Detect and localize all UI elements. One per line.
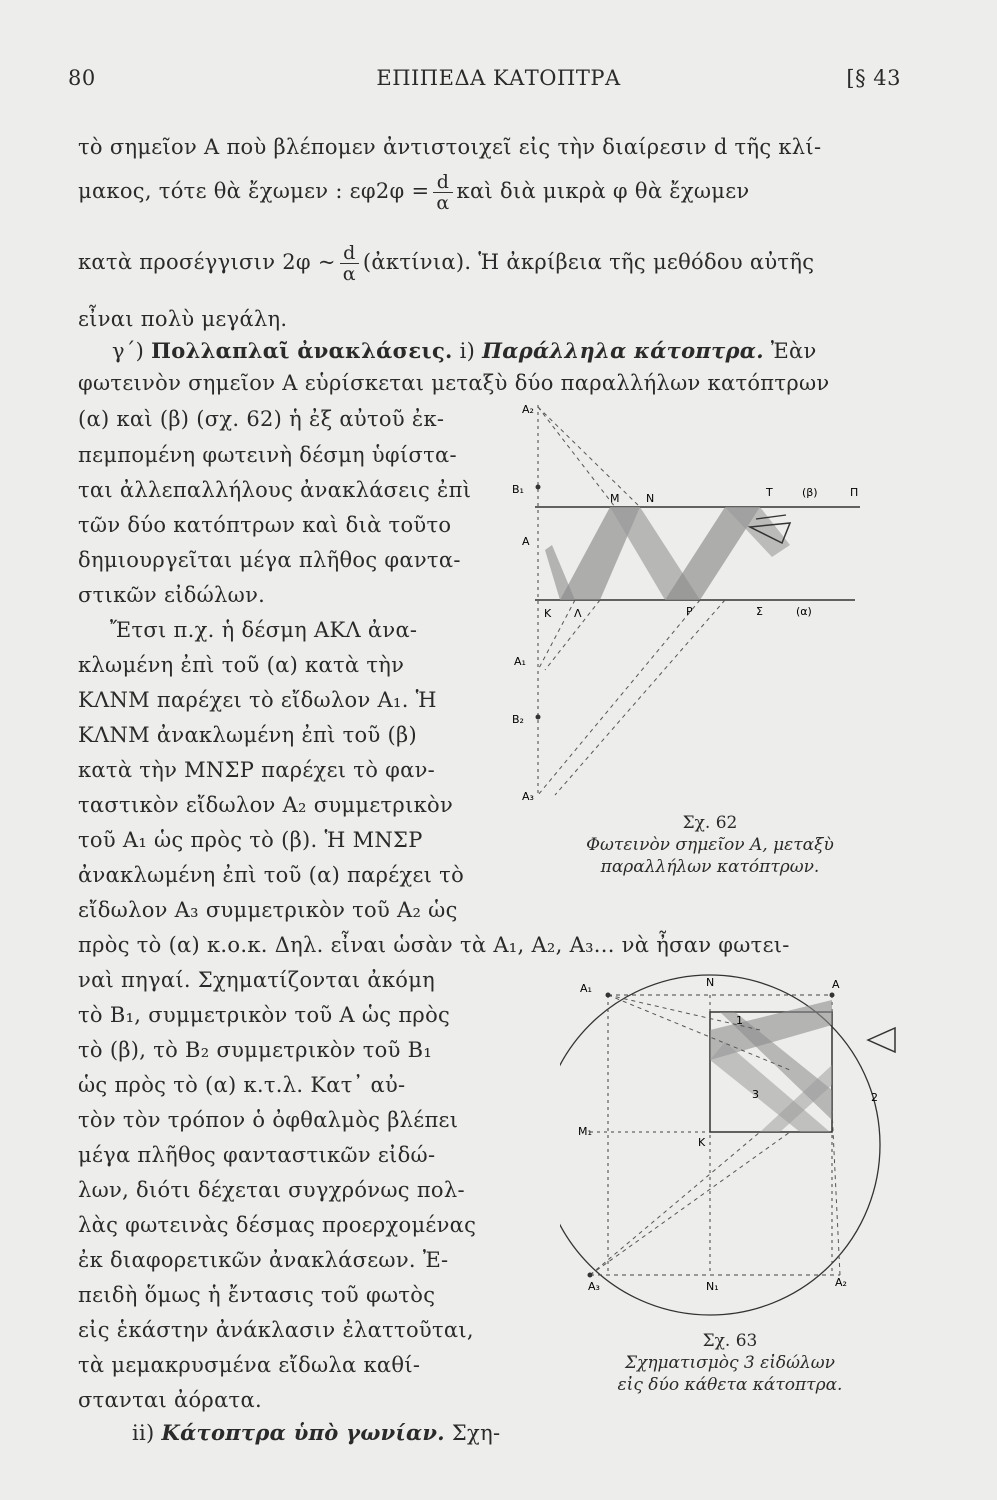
item-label: i): [459, 339, 476, 363]
label-b2: B₂: [512, 713, 524, 726]
dashed-line-a3: [538, 600, 700, 795]
figure-62-parallel-mirrors: [500, 395, 880, 815]
point-a3: [588, 1273, 593, 1278]
label-n1: N₁: [706, 1280, 719, 1293]
figure-63-caption-line-2: εἰς δύο κάθετα κάτοπτρα.: [617, 1375, 843, 1395]
label-k: K: [544, 607, 552, 620]
label-beam-3: 3: [752, 1088, 759, 1101]
figure-63-caption: [570, 1330, 890, 1396]
text-line-10: τῶν δύο κατόπτρων καὶ διὰ τοῦτο: [78, 513, 452, 537]
text-line-36-end: Σχη-: [451, 1421, 501, 1445]
text-line-3: [78, 243, 814, 284]
text-line-22: πρὸς τὸ (α) κ.ο.κ. Δηλ. εἶναι ὡσὰν τὰ Α₁, Α₂, Α₃... νὰ ἦσαν φωτει-: [78, 933, 790, 957]
text-line-27: τὸν τὸν τρόπον ὁ ὀφθαλμὸς βλέπει: [78, 1108, 459, 1132]
figure-63-perpendicular-mirrors: [560, 970, 900, 1325]
dashed-line-a3b: [555, 600, 725, 795]
label-a3: A₃: [588, 1280, 600, 1293]
text-line-25: τὸ (β), τὸ Β₂ συμμετρικὸν τοῦ Β₁: [78, 1038, 433, 1062]
text-line-9: ται ἀλλεπαλλήλους ἀνακλάσεις ἐπὶ: [78, 478, 472, 502]
text-line-18: ταστικὸν εἴδωλον Α₂ συμμετρικὸν: [78, 793, 454, 817]
fraction-denominator: α: [342, 263, 356, 285]
label-n: N: [706, 976, 715, 989]
label-beam-2: 2: [871, 1091, 878, 1104]
text-line-1: τὸ σημεῖον Α ποὺ βλέπομεν ἀντιστοιχεῖ εἰς τὴν διαίρεσιν d τῆς κλί-: [78, 135, 822, 159]
item-heading: Παράλληλα κάτοπτρα.: [482, 338, 764, 363]
text-line-21: εἴδωλον Α₃ συμμετρικὸν τοῦ Α₂ ὡς: [78, 898, 458, 922]
dashed-a3-1: [590, 1132, 790, 1275]
eye-icon: [868, 1028, 895, 1052]
figure-62-number: Σχ. 62: [682, 813, 738, 833]
subsection-label: γ΄): [112, 339, 145, 363]
label-sigma: Σ: [756, 605, 763, 618]
dashed-a3-2: [590, 1132, 760, 1275]
label-a: A: [832, 978, 840, 991]
label-m1: M₁: [578, 1125, 592, 1138]
fraction-denominator: α: [436, 192, 450, 214]
label-a1: A₁: [580, 982, 592, 995]
fraction-d-over-a-2: [340, 243, 359, 284]
text-line-12: στικῶν εἰδώλων.: [78, 583, 266, 607]
text-line-29: λων, διότι δέχεται συγχρόνως πολ-: [78, 1178, 465, 1202]
figure-63-number: Σχ. 63: [702, 1331, 758, 1351]
label-b1: B₁: [512, 483, 524, 496]
text-line-2a: μακος, τότε θὰ ἔχωμεν : εφ2φ =: [78, 179, 430, 203]
text-line-35: στανται ἀόρατα.: [78, 1388, 262, 1412]
text-line-33: εἰς ἑκάστην ἀνάκλασιν ἐλαττοῦται,: [78, 1318, 474, 1342]
label-alpha: (α): [796, 605, 812, 618]
label-beam-1: 1: [736, 1014, 743, 1027]
text-line-2: [78, 172, 750, 213]
fraction-d-over-a: [433, 172, 452, 213]
text-line-32: πειδὴ ὅμως ἡ ἔντασις τοῦ φωτὸς: [78, 1283, 436, 1307]
text-line-14: κλωμένη ἐπὶ τοῦ (α) κατὰ τὴν: [78, 653, 405, 677]
text-line-34: τὰ μεμακρυσμένα εἴδωλα καθί-: [78, 1353, 421, 1377]
text-line-31: ἐκ διαφορετικῶν ἀνακλάσεων. Ἐ-: [78, 1248, 449, 1272]
label-a3: A₃: [522, 790, 534, 803]
page-number: 80: [68, 66, 96, 90]
text-line-13: Ἔτσι π.χ. ἡ δέσμη ΑΚΛ ἀνα-: [110, 618, 418, 642]
point-a1: [606, 993, 611, 998]
label-a2: A₂: [522, 403, 534, 416]
figure-63-caption-line-1: Σχηματισμὸς 3 εἰδώλων: [625, 1353, 835, 1373]
label-t: T: [766, 486, 773, 499]
text-line-24: τὸ Β₁, συμμετρικὸν τοῦ Α ὡς πρὸς: [78, 1003, 451, 1027]
item-label-ii: ii): [132, 1421, 155, 1445]
text-line-36: [132, 1420, 500, 1446]
text-line-4: εἶναι πολὺ μεγάλη.: [78, 307, 288, 331]
figure-62-caption-line-2: παραλλήλων κατόπτρων.: [600, 857, 820, 877]
item-heading-ii: Κάτοπτρα ὑπὸ γωνίαν.: [161, 1420, 445, 1445]
label-k: K: [698, 1136, 706, 1149]
label-lambda: Λ: [574, 607, 582, 620]
label-m: M: [610, 492, 620, 505]
fraction-numerator: d: [340, 243, 359, 264]
text-line-3b: (ἀκτίνια). Ἡ ἀκρίβεια τῆς μεθόδου αὐτῆς: [362, 250, 815, 274]
text-line-6: φωτεινὸν σημεῖον Α εὑρίσκεται μεταξὺ δύο παραλλήλων κατόπτρων: [78, 371, 830, 395]
running-title: ΕΠΙΠΕΔΑ ΚΑΤΟΠΤΡΑ: [376, 66, 621, 90]
label-pi: Π: [850, 486, 859, 499]
figure-62-caption-line-1: Φωτεινὸν σημεῖον Α, μεταξὺ: [586, 835, 834, 855]
text-line-8: πεμπομένη φωτεινὴ δέσμη ὑφίστα-: [78, 443, 457, 467]
dashed-line-a1b: [545, 600, 600, 670]
label-beta: (β): [802, 486, 818, 499]
text-line-5-end: Ἐὰν: [770, 339, 817, 363]
text-line-17: κατὰ τὴν ΜΝΣΡ παρέχει τὸ φαν-: [78, 758, 436, 782]
text-line-7: (α) καὶ (β) (σχ. 62) ἡ ἐξ αὐτοῦ ἐκ-: [78, 407, 445, 431]
figure-62-caption: [540, 812, 880, 878]
text-line-28: μέγα πλῆθος φανταστικῶν εἰδώ-: [78, 1143, 436, 1167]
label-a1: A₁: [514, 655, 526, 668]
text-line-30: λὰς φωτεινὰς δέσμας προερχομένας: [78, 1213, 477, 1237]
text-line-2b: καὶ διὰ μικρὰ φ θὰ ἔχωμεν: [456, 179, 750, 203]
text-line-26: ὡς πρὸς τὸ (α) κ.τ.λ. Κατ᾽ αὐ-: [78, 1073, 406, 1097]
text-line-11: δημιουργεῖται μέγα πλῆθος φαντα-: [78, 548, 461, 572]
text-line-19: τοῦ Α₁ ὡς πρὸς τὸ (β). Ἡ ΜΝΣΡ: [78, 828, 423, 852]
label-n: N: [646, 492, 655, 505]
dashed-line-a2b: [538, 407, 615, 507]
label-a2: A₂: [835, 1276, 847, 1289]
dashed-a2-1: [832, 1110, 840, 1275]
text-line-3a: κατὰ προσέγγισιν 2φ ~: [78, 250, 336, 274]
text-line-20: ἀνακλωμένη ἐπὶ τοῦ (α) παρέχει τὸ: [78, 863, 465, 887]
text-line-16: ΚΛΝΜ ἀνακλωμένη ἐπὶ τοῦ (β): [78, 723, 417, 747]
label-p: P: [686, 605, 693, 618]
dashed-line-a2: [538, 407, 640, 507]
text-line-23: ναὶ πηγαί. Σχηματίζονται ἀκόμη: [78, 968, 436, 992]
point-b1: [536, 485, 541, 490]
text-line-15: ΚΛΝΜ παρέχει τὸ εἴδωλον Α₁. Ἡ: [78, 688, 437, 712]
label-a: A: [522, 535, 530, 548]
point-b2: [536, 715, 541, 720]
text-line-5: [112, 338, 817, 364]
point-a: [830, 993, 835, 998]
fraction-numerator: d: [433, 172, 452, 193]
subsection-heading: Πολλαπλαῖ ἀνακλάσεις.: [151, 338, 453, 363]
section-marker: [§ 43: [846, 66, 901, 90]
